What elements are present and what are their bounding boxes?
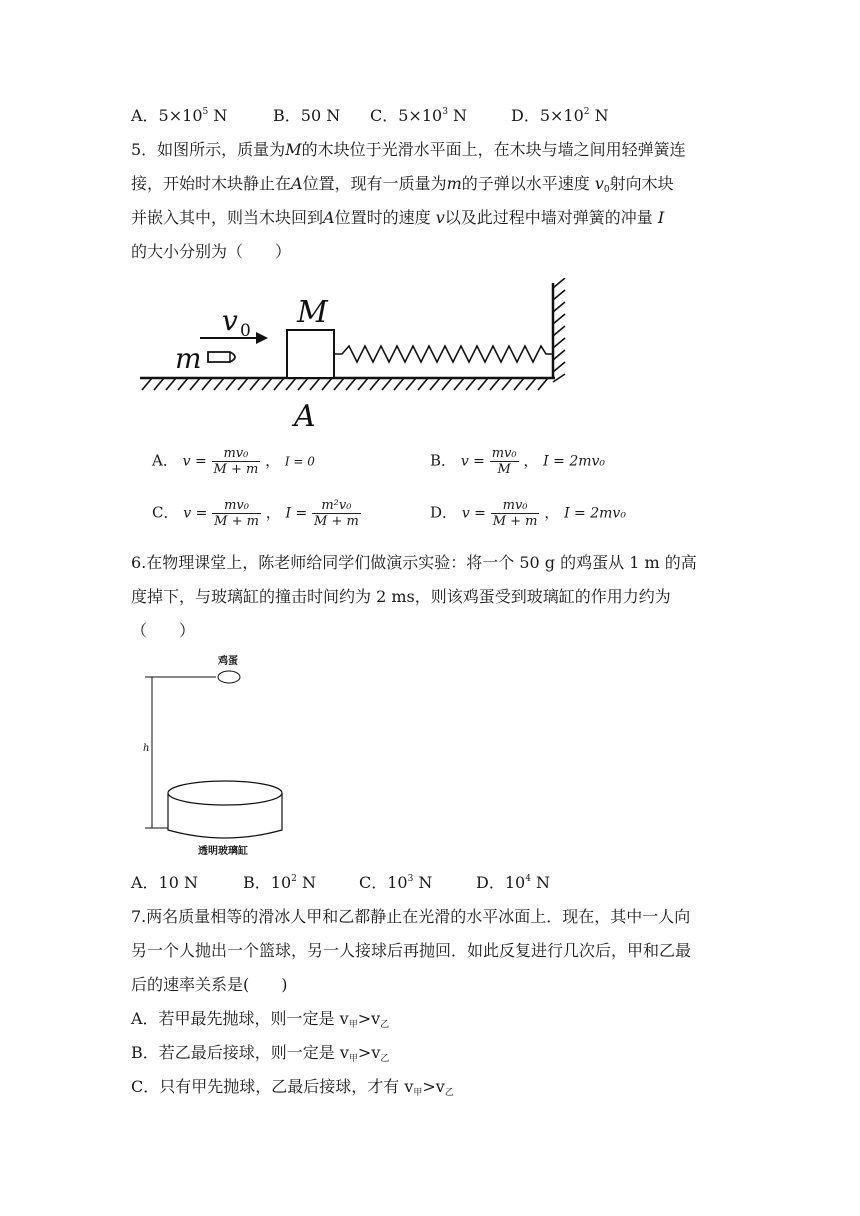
- h-label: h: [143, 743, 150, 754]
- q5-line2: 接，开始时木块静止在A位置，现有一质量为m的子弹以水平速度 $v_0$射向木块: [131, 174, 674, 195]
- q6-options: [131, 873, 551, 893]
- q6-line2: 度掉下，与玻璃缸的撞击时间约为 2 ms，则该鸡蛋受到玻璃缸的作用力约为: [131, 587, 671, 606]
- label-m: m: [175, 342, 202, 375]
- label-v0-sub: 0: [240, 321, 251, 341]
- q5-option-a: A． v = $\frac{\text{mv₀}}{M + m}$ ， I = 0: [152, 446, 315, 477]
- q4-option-c: C．$5\times 10^3$ N: [370, 106, 468, 125]
- tank-label: 透明玻璃缸: [198, 846, 248, 857]
- q6-option-b: B．$10^2$ N: [243, 873, 316, 892]
- q7-option-b: B．若乙最后接球，则一定是 $v_甲>v_乙$: [131, 1043, 390, 1064]
- q4-option-a: A．$5\times 10^5$ N: [131, 106, 228, 125]
- q5-option-d: D． v = $\frac{\text{mv₀}}{M + m}$ ， I = 2mv₀: [430, 498, 626, 529]
- label-v0: v: [222, 304, 238, 337]
- q7-line2: 另一个人抛出一个篮球，另一人接球后再抛回．如此反复进行几次后，甲和乙最: [131, 941, 692, 960]
- egg: [218, 671, 240, 683]
- bullet: [208, 352, 235, 362]
- q6-option-a: A．10 N: [131, 873, 199, 892]
- q5-line3: 并嵌入其中，则当木块回到A位置时的速度 v以及此过程中墙对弹簧的冲量 I: [131, 208, 665, 227]
- q6-figure: [140, 650, 320, 862]
- label-A: A: [294, 399, 316, 433]
- block-m: [287, 330, 334, 378]
- q5-option-b: B． v = $\frac{\text{mv₀}}{M}$ ， I = 2mv₀: [430, 446, 606, 477]
- spring: [334, 346, 553, 362]
- q5-figure: [130, 278, 590, 433]
- q6-line1: 6.在物理课堂上，陈老师给同学们做演示实验：将一个 50 g 的鸡蛋从 1 m 的高: [131, 553, 697, 572]
- q6-line3: （ ）: [131, 621, 196, 640]
- q7-option-a: A．若甲最先抛球，则一定是 $v_甲>v_乙$: [131, 1009, 390, 1030]
- q5-option-c: C． v = $\frac{\text{mv₀}}{M + m}$ ， I = $\frac{\text{m²v₀}}{M + m}$: [152, 498, 359, 529]
- label-M: M: [297, 295, 328, 330]
- q6-option-d: D．$10^4$ N: [476, 873, 551, 892]
- q4-option-d: D．$5\times 10^2$ N: [511, 106, 609, 125]
- q5-line1: 5．如图所示，质量为M的木块位于光滑水平面上，在木块与墙之间用轻弹簧连: [131, 140, 686, 159]
- q4-option-b: B．50 N: [273, 106, 341, 125]
- q7-line3: 后的速率关系是( ): [131, 975, 288, 994]
- q5-line4: 的大小分别为（ ）: [131, 242, 292, 261]
- q4-options: [131, 106, 609, 126]
- q6-option-c: C．$10^3$ N: [359, 873, 433, 892]
- q7-line1: 7.两名质量相等的滑冰人甲和乙都静止在光滑的水平冰面上．现在，其中一人向: [131, 907, 691, 926]
- q7-option-c: C．只有甲先抛球，乙最后接球，才有 $v_甲>v_乙$: [131, 1077, 454, 1098]
- egg-label: 鸡蛋: [218, 656, 238, 667]
